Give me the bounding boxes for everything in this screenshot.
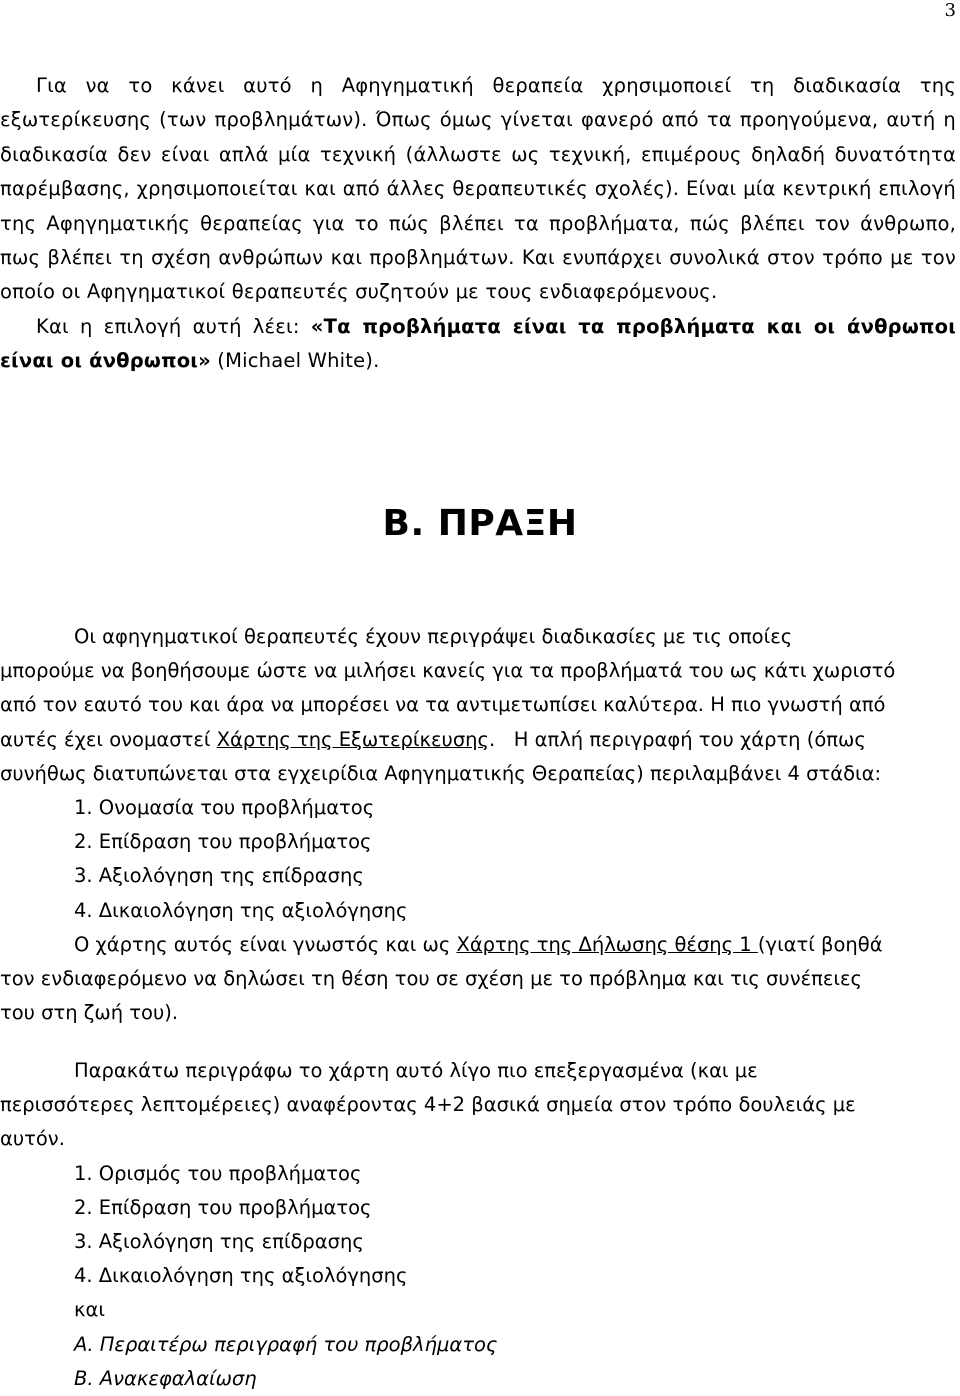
text-line: μπορούμε να βοηθήσουμε ώστε να μιλήσει κανείς για τα προβλήματά του ως κάτι χωριστό bbox=[0, 659, 896, 683]
intro-text: Για να το κάνει αυτό η Αφηγηματική θεραπεία χρησιμοποιεί τη διαδικασία της εξωτερίκευσης (των προβλημάτων). Όπως όμως γίνεται φανερό από τα προηγούμενα, αυτή η διαδικασία δεν είναι απλά μία τεχνική (άλλωστε ως τεχνική, επιμέρους δηλαδή δυνατότητα παρέμβασης, χρησιμοποιείται και από άλλες θεραπευτικές σχολές). Είναι μία κεντρική επιλογή της Αφηγηματικής θεραπείας για το πώς βλέπει τα προβλήματα, πώς βλέπει τον άνθρωπο, πως βλέπει τη σχέση ανθρώπων και προβλημάτων. Και ενυπάρχει συνολικά στον τρόπο με τον οποίο οι Αφηγηματικοί θεραπευτές συζητούν με τους ενδιαφερόμενους. bbox=[0, 74, 956, 304]
quote-attribution: (Michael White). bbox=[210, 349, 380, 373]
list-item: Α. Περαιτέρω περιγραφή του προβλήματος bbox=[74, 1332, 498, 1356]
list-item: 4. Δικαιολόγηση της αξιολόγησης bbox=[74, 1264, 408, 1288]
list-item: 2. Επίδραση του προβλήματος bbox=[74, 1195, 372, 1219]
text-span: αυτές έχει ονομαστεί bbox=[0, 727, 217, 751]
text-line: από τον εαυτό του και άρα να μπορέσει να τα αντιμετωπίσει καλύτερα. Η πιο γνωστή από bbox=[0, 693, 886, 717]
text-line: αυτόν. bbox=[0, 1127, 65, 1151]
text-line: Παρακάτω περιγράφω το χάρτη αυτό λίγο πιο επεξεργασμένα (και με bbox=[74, 1059, 758, 1082]
externalization-map-term: Χάρτης της Εξωτερίκευσης bbox=[216, 727, 489, 751]
text-span: (γιατί βοηθά bbox=[757, 932, 883, 956]
text-line: τον ενδιαφερόμενο να δηλώσει τη θέση του σε σχέση με το πρόβλημα και τις συνέπειες bbox=[0, 967, 862, 991]
text-line: του στη ζωή του). bbox=[0, 1001, 179, 1025]
text-span: Ο χάρτης αυτός είναι γνωστός και ως bbox=[74, 932, 457, 956]
list-item: Β. Ανακεφαλαίωση bbox=[74, 1366, 257, 1390]
list-item-and: και bbox=[74, 1298, 105, 1322]
list-item-text: 4. Δικαιολόγηση της αξιολόγησης bbox=[74, 898, 408, 922]
list-item: 1. Ορισμός του προβλήματος bbox=[74, 1161, 362, 1185]
white-quote: «Τα προβλήματα είναι τα προβλήματα και οι άνθρωποι είναι οι άνθρωποι» bbox=[0, 314, 956, 373]
text-line: περισσότερες λεπτομέρειες) αναφέροντας 4+2 βασικά σημεία στον τρόπο δουλειάς με bbox=[0, 1093, 856, 1117]
text-line bbox=[0, 723, 956, 757]
intro-paragraph bbox=[0, 69, 956, 379]
list-item bbox=[0, 894, 956, 928]
map-description-section bbox=[0, 1054, 956, 1396]
choice-text: Και η επιλογή αυτή λέει: bbox=[36, 314, 311, 338]
list-item: 3. Αξιολόγηση της επίδρασης bbox=[74, 864, 364, 888]
page-number: 3 bbox=[944, 0, 956, 21]
text-line: Οι αφηγηματικοί θεραπευτές έχουν περιγράψει διαδικασίες με τις οποίες bbox=[74, 625, 793, 648]
practice-section bbox=[0, 620, 956, 1030]
list-item: 2. Επίδραση του προβλήματος bbox=[74, 830, 372, 854]
text-span: . Η απλή περιγραφή του χάρτη (όπως bbox=[489, 727, 866, 751]
text-line: συνήθως διατυπώνεται στα εγχειρίδια Αφηγηματικής Θεραπείας) περιλαμβάνει 4 στάδια: bbox=[0, 761, 882, 785]
section-heading: Β. ΠΡΑΞΗ bbox=[382, 503, 578, 544]
list-item: 1. Ονομασία του προβλήματος bbox=[74, 796, 375, 820]
list-item: 3. Αξιολόγηση της επίδρασης bbox=[74, 1230, 364, 1254]
text-line bbox=[0, 928, 956, 962]
position-map-term: Χάρτης της Δήλωσης θέσης 1 bbox=[456, 932, 758, 956]
